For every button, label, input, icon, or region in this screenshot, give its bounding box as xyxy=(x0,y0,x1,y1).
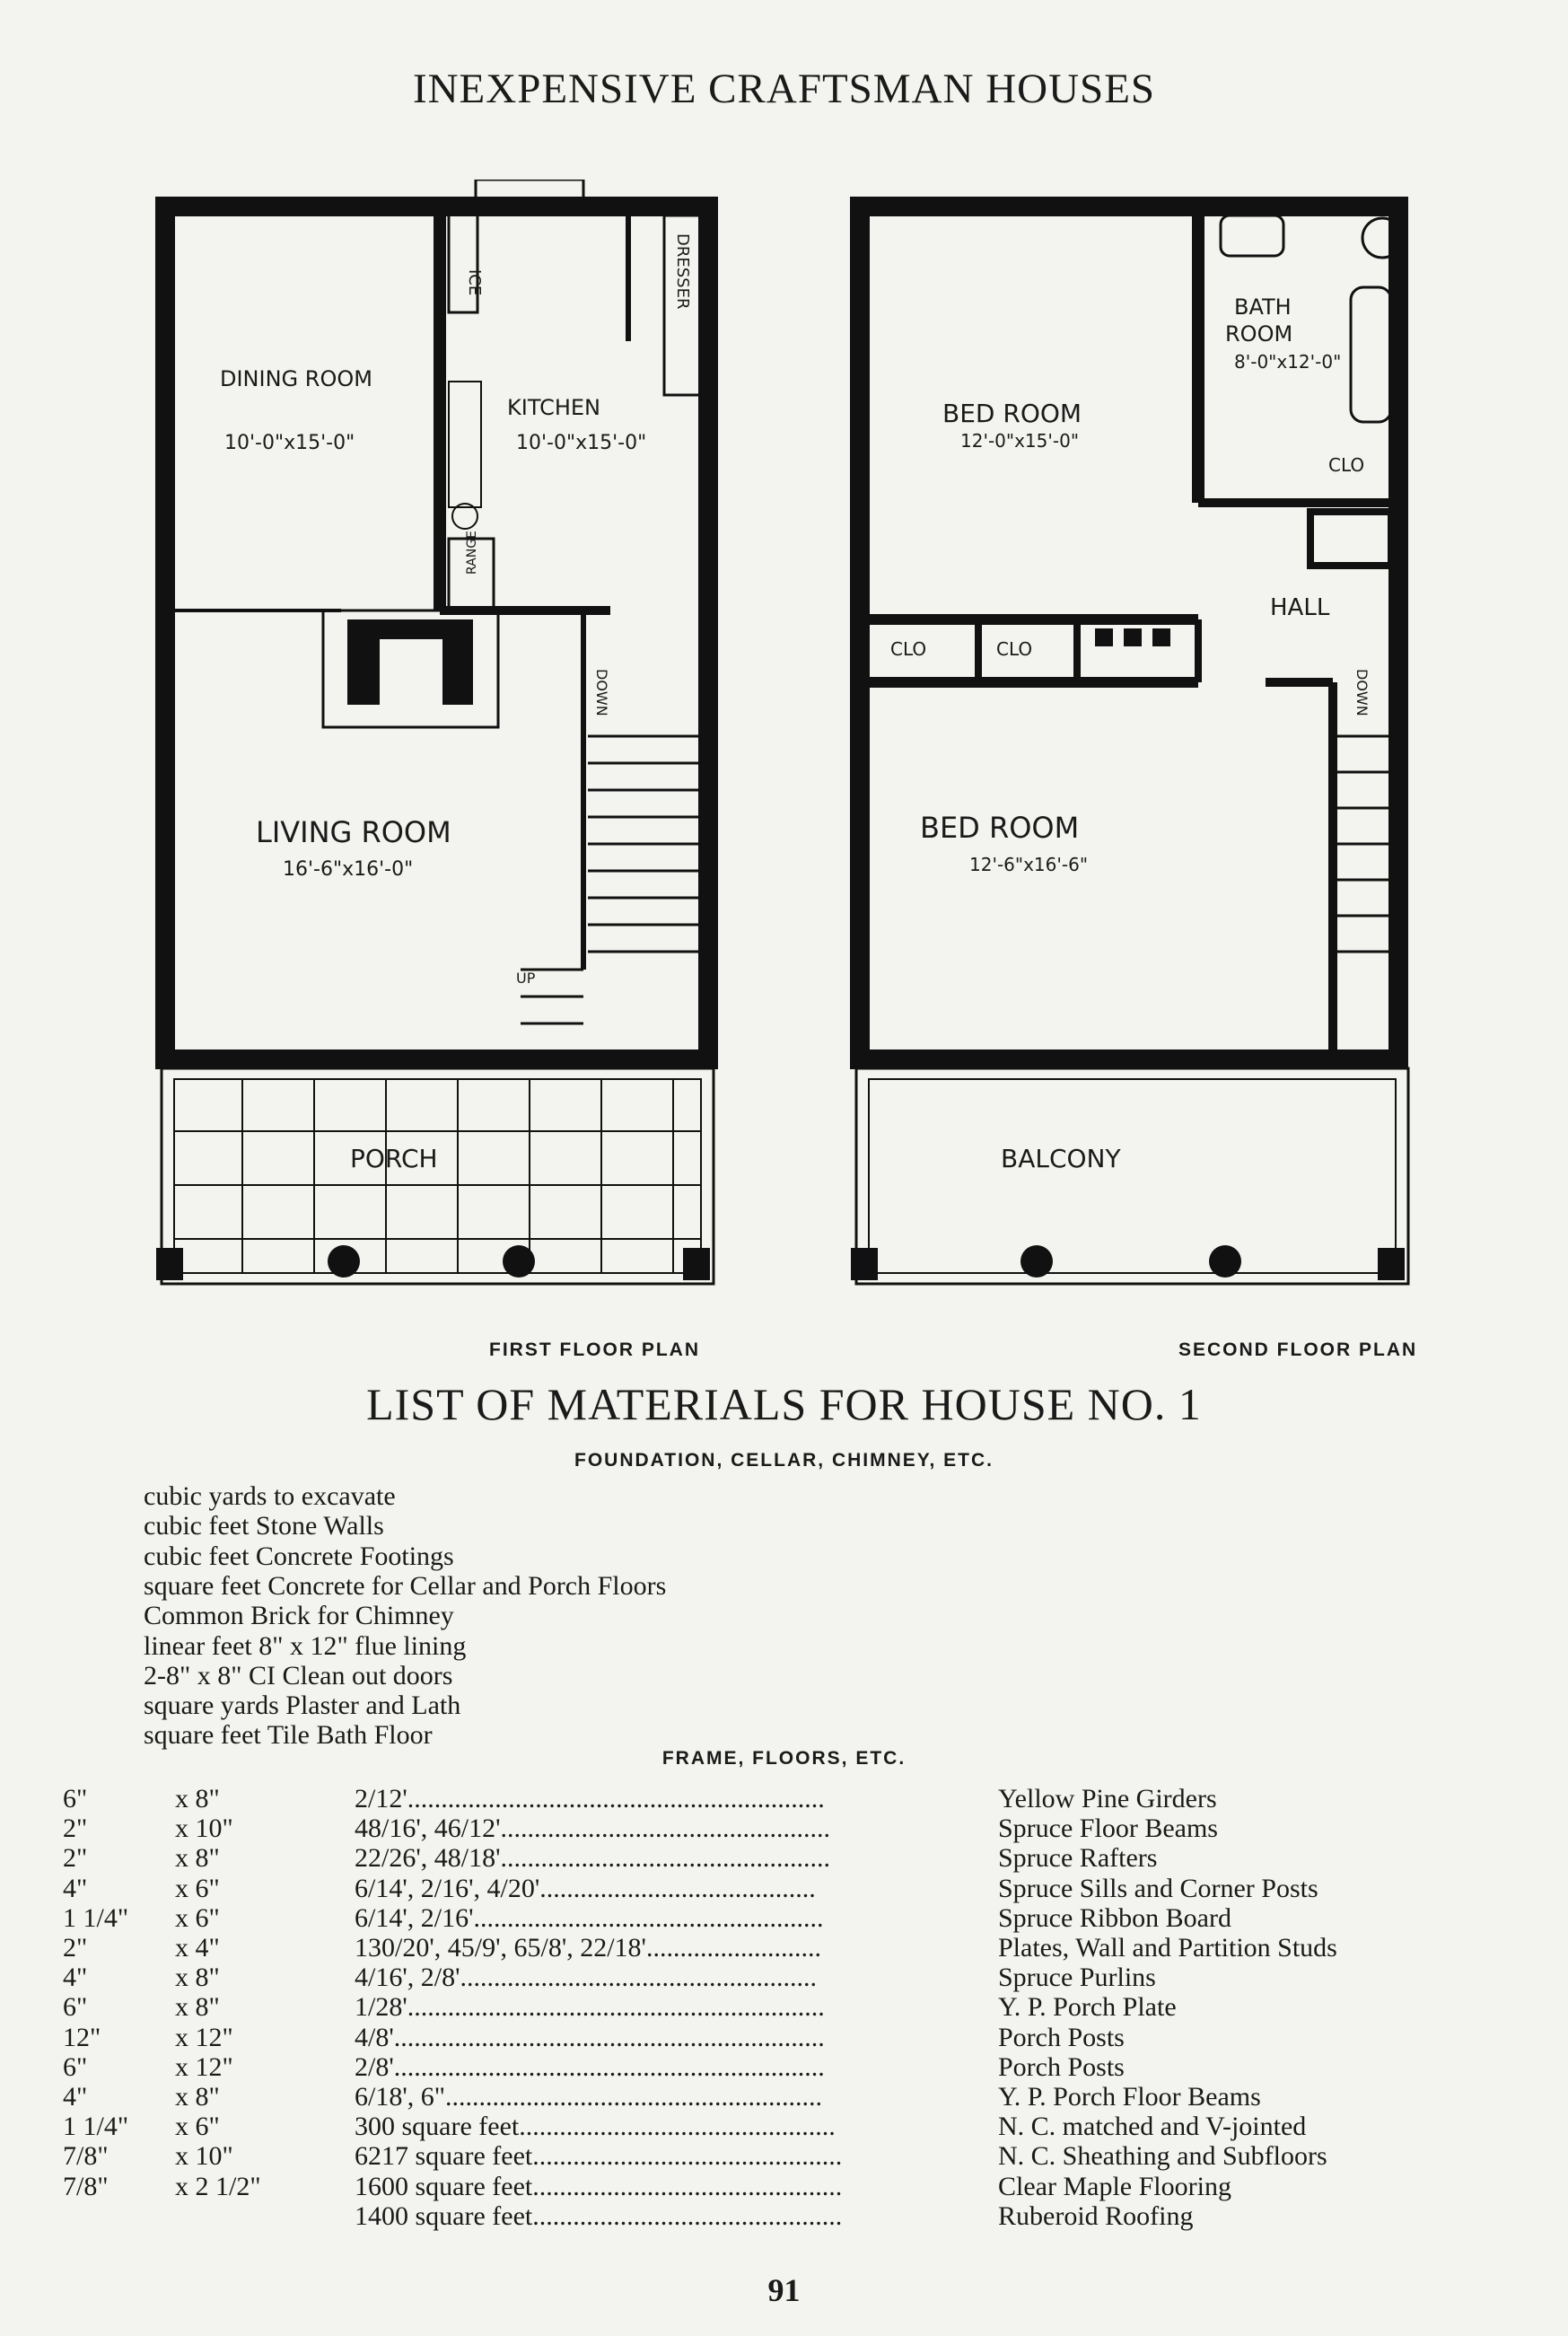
second-floor-caption: SECOND FLOOR PLAN xyxy=(1178,1339,1418,1360)
living-room-label: LIVING ROOM xyxy=(256,815,451,849)
material-description: linear feet 8" x 12" flue lining xyxy=(144,1630,467,1661)
material-description: 2-8" x 8" CI Clean out doors xyxy=(144,1660,453,1691)
porch-column-left xyxy=(328,1245,360,1278)
porch-outline xyxy=(162,1068,714,1284)
sink xyxy=(449,382,481,507)
lumber-quantities-value: 48/16', 46/12' xyxy=(355,1813,501,1844)
lumber-quantities xyxy=(355,1963,817,1992)
lumber-width: 1 1/4" xyxy=(63,1902,129,1933)
material-description: square feet Tile Bath Floor xyxy=(144,1720,433,1751)
lumber-width: 7/8" xyxy=(63,2141,109,2172)
balcony-column-right xyxy=(1209,1245,1241,1278)
lumber-quantities xyxy=(355,2052,825,2082)
dot-leader: .............................................. xyxy=(532,2171,843,2201)
lumber-quantities xyxy=(355,1874,816,1903)
hall-closet xyxy=(1310,512,1391,566)
lumber-item: N. C. matched and V-jointed xyxy=(998,2112,1307,2142)
bath-room-label-2: ROOM xyxy=(1225,321,1293,347)
bath-room-size: 8'-0"x12'-0" xyxy=(1234,351,1342,373)
bath-room-label: BATH xyxy=(1234,294,1292,320)
page-number: 91 xyxy=(767,2272,801,2308)
lumber-item: Porch Posts xyxy=(998,2051,1125,2082)
lumber-quantities xyxy=(355,1992,825,2022)
lumber-item: Y. P. Porch Floor Beams xyxy=(998,2082,1261,2112)
lumber-quantities-value: 1600 square feet xyxy=(355,2171,533,2201)
lumber-width: 4" xyxy=(63,1963,88,1993)
stairs xyxy=(521,736,700,1023)
lumber-quantities xyxy=(355,2082,822,2112)
material-description: square yards Plaster and Lath xyxy=(144,1691,461,1721)
front-bed-room-size: 12'-0"x15'-0" xyxy=(960,430,1080,452)
lumber-width: 1 1/4" xyxy=(63,2112,129,2142)
lumber-width: 6" xyxy=(63,1784,88,1813)
lumber-depth: x 10" xyxy=(175,2141,233,2172)
stair-up-label: UP xyxy=(516,970,536,987)
living-room-size: 16'-6"x16'-0" xyxy=(283,858,414,881)
lumber-quantities xyxy=(355,1813,830,1843)
lumber-quantities xyxy=(355,1933,821,1963)
ice-label: ICE xyxy=(465,269,484,296)
rear-bed-room-size: 12'-6"x16'-6" xyxy=(969,854,1089,875)
balcony-column-left xyxy=(1021,1245,1053,1278)
lumber-width: 12" xyxy=(63,2022,101,2052)
lumber-depth: x 8" xyxy=(175,2082,220,2112)
material-description: cubic feet Concrete Footings xyxy=(144,1541,454,1571)
foundation-heading: FOUNDATION, CELLAR, CHIMNEY, ETC. xyxy=(574,1450,994,1471)
balcony-outline xyxy=(856,1068,1408,1284)
dot-leader: ................................................. xyxy=(500,1843,830,1874)
lumber-depth: x 4" xyxy=(175,1933,220,1963)
closet-label-1: CLO xyxy=(890,638,927,660)
lumber-quantities xyxy=(355,2112,836,2141)
lumber-quantities-value: 4/16', 2/8' xyxy=(355,1963,460,1993)
frame-heading: FRAME, FLOORS, ETC. xyxy=(661,1748,907,1769)
lumber-depth: x 10" xyxy=(175,1813,233,1844)
kitchen-size: 10'-0"x15'-0" xyxy=(516,432,647,454)
lumber-item: Ruberoid Roofing xyxy=(998,2200,1194,2231)
lumber-quantities-value: 2/12' xyxy=(355,1784,407,1813)
closet-label-2: CLO xyxy=(996,638,1033,660)
lumber-depth: x 8" xyxy=(175,1784,220,1813)
dresser-label: DRESSER xyxy=(673,233,692,310)
dot-leader: .............................................. xyxy=(532,2141,843,2172)
range-label: RANGE xyxy=(465,531,479,575)
lumber-quantities-value: 6217 square feet xyxy=(355,2141,533,2172)
dot-leader: ........................................................ xyxy=(445,2082,822,2112)
lumber-quantities-value: 300 square feet xyxy=(355,2112,520,2142)
lumber-item: Spruce Ribbon Board xyxy=(998,1902,1231,1933)
dot-leader: .............................................................. xyxy=(407,1784,825,1813)
lumber-item: Spruce Rafters xyxy=(998,1843,1158,1874)
lumber-quantities-value: 1400 square feet xyxy=(355,2200,533,2231)
lumber-depth: x 6" xyxy=(175,2112,220,2142)
second-floor-plan xyxy=(835,180,1445,1329)
lumber-width: 2" xyxy=(63,1813,88,1844)
lumber-item: Spruce Purlins xyxy=(998,1963,1156,1993)
dot-leader: ................................................................ xyxy=(393,2051,825,2082)
dot-leader: .................................................... xyxy=(473,1902,824,1933)
bathtub xyxy=(1351,287,1391,422)
hall-label: HALL xyxy=(1270,594,1330,621)
materials-title: LIST OF MATERIALS FOR HOUSE NO. 1 xyxy=(366,1379,1202,1429)
stair-down-label: DOWN xyxy=(1353,669,1371,716)
lumber-quantities xyxy=(355,2172,842,2201)
stair-down-label: DOWN xyxy=(593,669,610,716)
dot-leader: ......................................... xyxy=(539,1873,816,1903)
lumber-item: N. C. Sheathing and Subfloors xyxy=(998,2141,1327,2172)
ice-box xyxy=(449,214,477,312)
dot-leader: ............................................... xyxy=(519,2112,836,2142)
lumber-quantities-value: 130/20', 45/9', 65/8', 22/18' xyxy=(355,1933,646,1963)
lumber-quantities xyxy=(355,2201,842,2231)
material-description: cubic feet Stone Walls xyxy=(144,1511,384,1541)
lumber-quantities-value: 4/8' xyxy=(355,2022,394,2052)
dot-leader: ................................................................ xyxy=(393,2022,825,2052)
lumber-width: 6" xyxy=(63,1992,88,2023)
lumber-depth: x 6" xyxy=(175,1902,220,1933)
lumber-width: 2" xyxy=(63,1933,88,1963)
dot-leader: .......................... xyxy=(645,1933,821,1963)
lumber-quantities-value: 1/28' xyxy=(355,1992,407,2023)
dot-leader: .............................................................. xyxy=(407,1992,825,2023)
lavatory xyxy=(1221,215,1283,256)
lumber-item: Spruce Floor Beams xyxy=(998,1813,1218,1844)
porch-tiles xyxy=(174,1079,701,1273)
lumber-item: Spruce Sills and Corner Posts xyxy=(998,1873,1318,1903)
dot-leader: .............................................. xyxy=(532,2200,843,2231)
page-title: INEXPENSIVE CRAFTSMAN HOUSES xyxy=(412,66,1156,112)
balcony-label: BALCONY xyxy=(1001,1144,1121,1173)
first-floor-caption: FIRST FLOOR PLAN xyxy=(489,1339,700,1360)
lumber-depth: x 8" xyxy=(175,1992,220,2023)
lumber-quantities xyxy=(355,1903,823,1933)
lumber-quantities-value: 6/18', 6" xyxy=(355,2082,445,2112)
first-floor-plan xyxy=(135,180,745,1329)
lumber-quantities xyxy=(355,2023,825,2052)
lumber-quantities-value: 22/26', 48/18' xyxy=(355,1843,501,1874)
lumber-depth: x 6" xyxy=(175,1873,220,1903)
lumber-width: 4" xyxy=(63,1873,88,1903)
dining-room-size: 10'-0"x15'-0" xyxy=(224,432,355,454)
lumber-width: 7/8" xyxy=(63,2171,109,2201)
front-bed-room-label: BED ROOM xyxy=(942,399,1082,428)
lumber-quantities-value: 6/14', 2/16' xyxy=(355,1902,474,1933)
dot-leader: ..................................................... xyxy=(460,1963,817,1993)
lumber-depth: x 12" xyxy=(175,2022,233,2052)
lumber-quantities xyxy=(355,1843,830,1873)
porch-label: PORCH xyxy=(350,1144,438,1173)
lumber-width: 4" xyxy=(63,2082,88,2112)
lumber-depth: x 8" xyxy=(175,1843,220,1874)
kitchen-label: KITCHEN xyxy=(507,395,600,420)
lumber-depth: x 2 1/2" xyxy=(175,2171,261,2201)
lumber-depth: x 8" xyxy=(175,1963,220,1993)
lumber-quantities xyxy=(355,1784,825,1813)
lumber-item: Porch Posts xyxy=(998,2022,1125,2052)
lumber-item: Plates, Wall and Partition Studs xyxy=(998,1933,1337,1963)
closet-label-3: CLO xyxy=(1328,454,1365,476)
lumber-item: Clear Maple Flooring xyxy=(998,2171,1231,2201)
lumber-width: 6" xyxy=(63,2051,88,2082)
lumber-quantities-value: 2/8' xyxy=(355,2051,394,2082)
dot-leader: ................................................. xyxy=(500,1813,830,1844)
material-description: square feet Concrete for Cellar and Porch Floors xyxy=(144,1570,667,1601)
lumber-quantities xyxy=(355,2141,842,2171)
lumber-item: Y. P. Porch Plate xyxy=(998,1992,1177,2023)
rear-bed-room-label: BED ROOM xyxy=(920,811,1080,845)
lumber-width: 2" xyxy=(63,1843,88,1874)
lumber-item: Yellow Pine Girders xyxy=(998,1784,1217,1813)
material-description: cubic yards to excavate xyxy=(144,1481,396,1511)
dining-room-label: DINING ROOM xyxy=(220,366,372,391)
lumber-quantities-value: 6/14', 2/16', 4/20' xyxy=(355,1873,540,1903)
porch-column-right xyxy=(503,1245,535,1278)
stairs xyxy=(1337,736,1391,952)
material-description: Common Brick for Chimney xyxy=(144,1601,454,1631)
lumber-depth: x 12" xyxy=(175,2051,233,2082)
